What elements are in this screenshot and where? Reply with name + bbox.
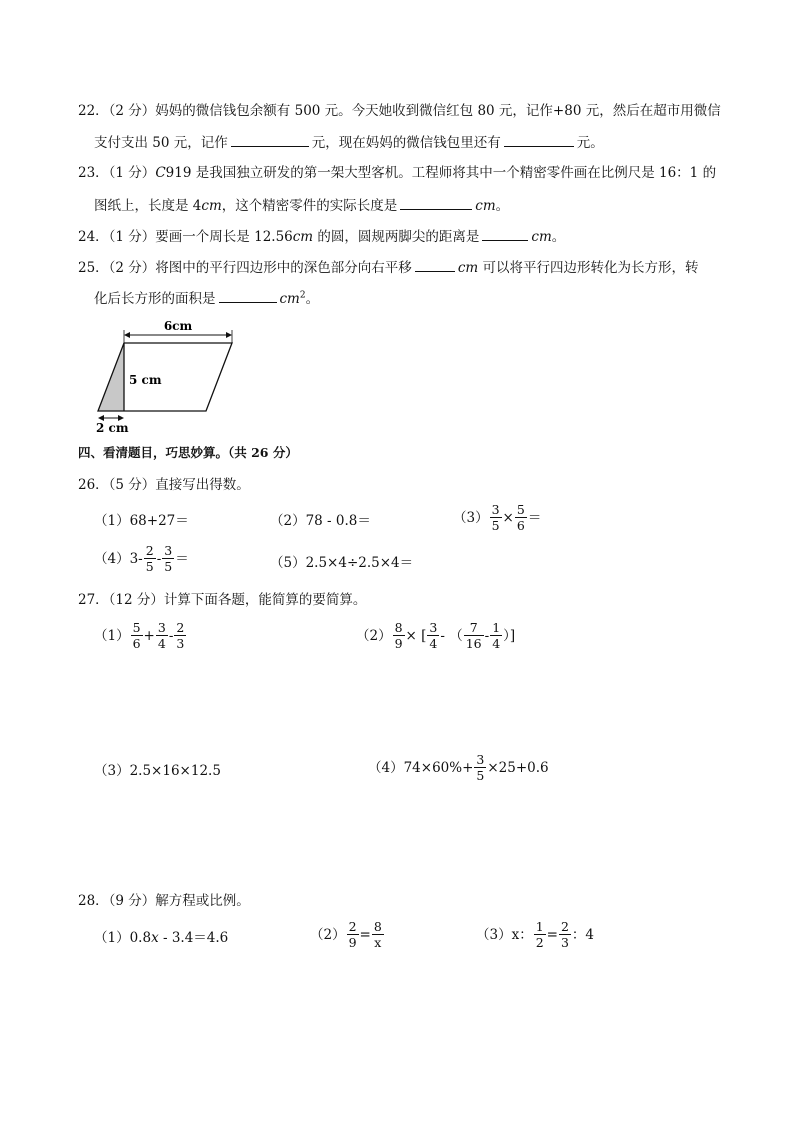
q22-line2 (94, 132, 604, 153)
q24-line (78, 226, 565, 247)
q28-p2-label: （2） (310, 926, 346, 943)
q23-text-a: 图纸上，长度是 4 (94, 198, 202, 214)
q23-line1 (78, 163, 716, 183)
q23-answer-blank[interactable] (400, 195, 472, 210)
q23-c-letter: C (155, 165, 166, 181)
q25-answer-blank-1[interactable] (415, 257, 455, 272)
q27-part-1 (94, 620, 187, 651)
q27-part-4 (368, 752, 549, 783)
top-label: 6cm (163, 319, 193, 333)
top-arrowhead-left (124, 332, 130, 338)
q26-part-2: （2）78 - 0.8＝ (270, 513, 371, 529)
q28-part-1 (94, 928, 228, 948)
q28-p1-variable: x (151, 930, 159, 946)
q22-line1: 22．（2 分）妈妈的微信钱包余额有 500 元。今天她收到微信红包 80 元，记作+80 元，然后在超市用微信 (78, 103, 721, 119)
equals-sign: = (546, 926, 558, 943)
q28-title: 28．（9 分）解方程或比例。 (78, 893, 250, 909)
q23-text: 919 是我国独立研发的第一架大型客机。工程师将其中一个精密零件画在比例尺是 16：1 的 (165, 165, 717, 181)
height-label: 5 cm (129, 373, 162, 387)
q26-p3-label: （3） (453, 509, 489, 526)
fraction: $\frac{3}{4}$ (157, 620, 166, 651)
equals-sign: ＝ (527, 509, 542, 526)
fraction: $\frac{7}{16}$ (465, 620, 482, 651)
q27-p1-label: （1） (94, 627, 130, 644)
q24-answer-blank[interactable] (482, 226, 528, 241)
q28-part-3 (476, 919, 594, 950)
q28-part-2 (310, 919, 385, 950)
q25-text-d: 。 (305, 291, 320, 307)
q27-part-2 (356, 620, 515, 651)
fraction: $\frac{5}{6}$ (132, 620, 141, 651)
q25-text-b: 可以将平行四边形转化为长方形，转 (478, 260, 699, 276)
fraction: $\frac{3}{4}$ (429, 620, 438, 651)
q22-answer-blank-1[interactable] (231, 132, 309, 147)
minus-sign: - (156, 550, 162, 567)
q27-p4-text-a: （4）74×60%+ (368, 759, 474, 776)
q28-p1-text-b: - 3.4＝4.6 (158, 930, 229, 946)
q28-p1-text-a: （1）0.8 (94, 930, 152, 946)
q26-p4-text: 3- (129, 550, 143, 567)
fraction: $\frac{2}{5}$ (145, 543, 154, 574)
fraction: $\frac{1}{2}$ (535, 919, 544, 950)
q22-text-c: 元。 (576, 135, 604, 151)
q25-answer-blank-2[interactable] (219, 288, 277, 303)
q26-part-5: （5）2.5×4÷2.5×4＝ (270, 555, 414, 571)
q23-unit: cm (201, 198, 222, 214)
top-arrowhead-right (226, 332, 232, 338)
fraction: $\frac{1}{4}$ (492, 620, 501, 651)
fraction: $\frac{3}{5}$ (491, 502, 500, 533)
q25-unit-2: cm (279, 291, 300, 307)
times-sign: × (502, 509, 514, 526)
fraction: $\frac{3}{5}$ (476, 752, 485, 783)
q23-number: 23．（1 分） (78, 165, 156, 181)
q23-text-c: 。 (495, 198, 510, 214)
fraction: $\frac{8}{x}$ (373, 919, 382, 950)
q25-superscript: 2 (299, 290, 306, 301)
q24-text-c: 。 (551, 229, 566, 245)
q27-part-3: （3）2.5×16×12.5 (94, 763, 221, 779)
q22-text-a: 支付支出 50 元，记作 (94, 135, 228, 151)
minus-sign: - (168, 627, 174, 644)
fraction: $\frac{2}{3}$ (176, 620, 185, 651)
q26-part-1: （1）68+27＝ (94, 513, 189, 529)
q25-line1 (78, 257, 698, 278)
minus-sign: - (484, 627, 490, 644)
fraction: $\frac{5}{6}$ (516, 502, 525, 533)
fraction: $\frac{2}{3}$ (560, 919, 569, 950)
equals-sign: ＝ (175, 550, 189, 567)
q22-text-b: 元，现在妈妈的微信钱包里还有 (311, 135, 501, 151)
q23-unit-2: cm (475, 198, 496, 214)
q24-text-a: 24．（1 分）要画一个周长是 12.56 (78, 229, 293, 245)
q27-p2-label: （2） (356, 627, 392, 644)
section-4-title: 四、看清题目，巧思妙算。（共 26 分） (78, 445, 298, 460)
parallelogram-figure (94, 316, 240, 434)
q22-answer-blank-2[interactable] (504, 132, 574, 147)
q24-unit-2: cm (531, 229, 552, 245)
q25-line2 (94, 288, 319, 309)
fraction: $\frac{8}{9}$ (394, 620, 403, 651)
equals-sign: = (359, 926, 371, 943)
q27-p4-text-b: ×25+0.6 (487, 759, 549, 776)
q25-text-a: 25．（2 分）将图中的平行四边形中的深色部分向右平移 (78, 260, 412, 276)
fraction: $\frac{2}{9}$ (348, 919, 357, 950)
q24-text-b: 的圆，圆规两脚尖的距离是 (313, 229, 480, 245)
q24-unit: cm (292, 229, 314, 245)
q27-title: 27．（12 分）计算下面各题，能简算的要简算。 (78, 592, 367, 608)
q28-p3-text-b: ：4 (571, 926, 595, 943)
q25-text-c: 化后长方形的面积是 (94, 291, 216, 307)
q26-p4-label: （4） (94, 550, 130, 567)
q28-p3-label: （3）x： (476, 926, 533, 943)
bottom-label: 2 cm (96, 421, 129, 434)
q26-part-4 (94, 543, 189, 574)
q27-p2-text-b: - （ (440, 627, 463, 644)
q23-text-b: ，这个精密零件的实际长度是 (221, 198, 398, 214)
fraction: $\frac{3}{5}$ (164, 543, 173, 574)
q26-part-3 (453, 502, 541, 533)
q27-p2-text-c: ）] (503, 627, 516, 644)
q25-unit: cm (457, 260, 479, 276)
q23-line2 (94, 195, 509, 216)
q26-title: 26．（5 分）直接写出得数。 (78, 477, 250, 493)
q27-p2-text-a: × [ (405, 627, 427, 644)
plus-sign: + (143, 627, 155, 644)
